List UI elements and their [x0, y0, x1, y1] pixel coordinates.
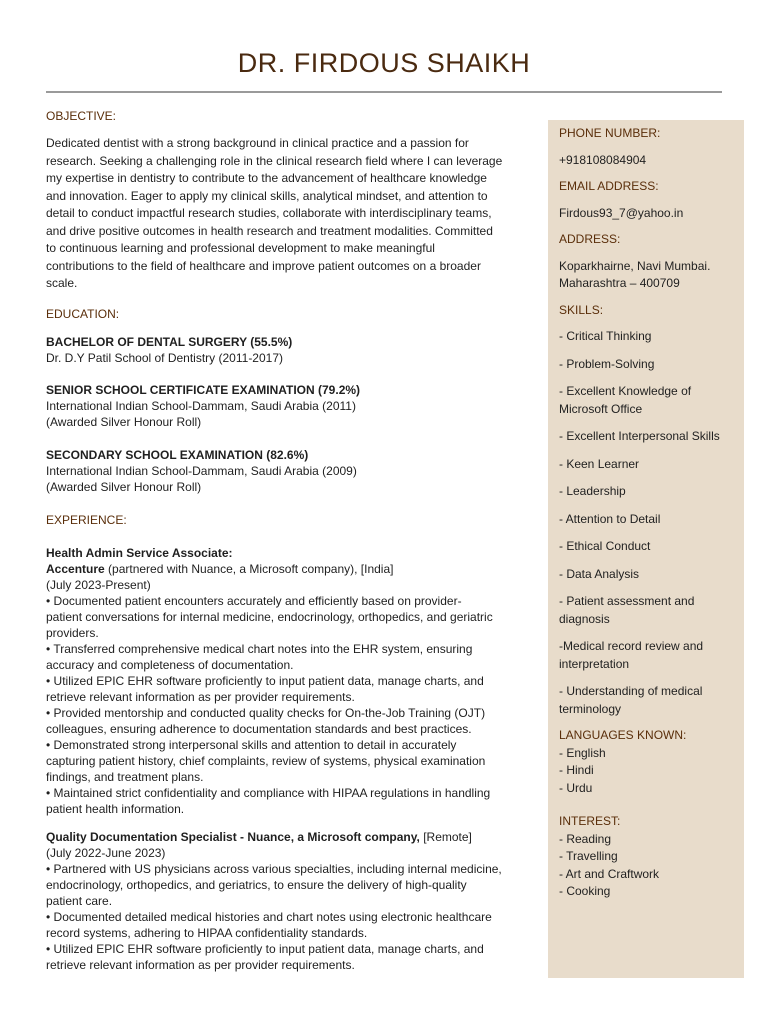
job-bullet-line: accuracy and completeness of documentation.: [46, 657, 294, 672]
skill-item: - Problem-Solving: [559, 356, 655, 371]
objective-line: my expertise in dentistry to contribute to the advancement of healthcare knowledge: [46, 171, 487, 185]
skill-item-cont: diagnosis: [559, 611, 610, 626]
job-location: [Remote]: [419, 829, 472, 844]
language-item: - Urdu: [559, 780, 593, 795]
skills-heading: SKILLS:: [559, 302, 604, 317]
job-bullet-line: record systems, adhering to HIPAA confidentiality standards.: [46, 925, 368, 940]
education-title: SECONDARY SCHOOL EXAMINATION (82.6%): [46, 447, 309, 462]
job-title: Health Admin Service Associate:: [46, 545, 233, 560]
job-bullet-line: • Documented patient encounters accurately and efficiently based on provider-: [46, 593, 462, 608]
interest-item: - Travelling: [559, 849, 618, 863]
address-line: Maharashtra – 400709: [559, 276, 680, 290]
skill-item: - Patient assessment and: [559, 594, 695, 608]
job-company: Accenture: [46, 561, 105, 576]
skill-item: - Data Analysis: [559, 566, 640, 581]
skill-item-cont: Microsoft Office: [559, 401, 643, 416]
job-bullet-line: endocrinology, orthopedics, and geriatrics, to ensure the delivery of high-quality: [46, 877, 467, 892]
job-title-line: [46, 829, 542, 845]
experience-item: [46, 829, 542, 973]
language-item: - English: [559, 745, 606, 760]
job-dates: (July 2023-Present): [46, 577, 151, 592]
job-bullet-line: patient conversations for internal medicine, endocrinology, orthopedics, and geriatric: [46, 609, 493, 624]
education-detail: International Indian School-Dammam, Saudi Arabia (2011): [46, 398, 356, 413]
skill-item: -Medical record review and: [559, 639, 704, 653]
languages-heading: LANGUAGES KNOWN:: [559, 728, 687, 742]
job-bullet-line: patient care.: [46, 893, 113, 908]
job-bullet-line: • Transferred comprehensive medical chart notes into the EHR system, ensuring: [46, 641, 473, 656]
skill-item: - Excellent Knowledge of: [559, 384, 692, 398]
skill-item-cont: interpretation: [559, 656, 630, 671]
experience-item: [46, 545, 542, 817]
email-heading: EMAIL ADDRESS:: [559, 179, 659, 193]
job-bullet-line: • Documented detailed medical histories and chart notes using electronic healthcare: [46, 909, 492, 924]
objective-line: and innovation. Eager to apply my clinical skills, analytical mindset, and attention to: [46, 188, 488, 203]
address-heading: ADDRESS:: [559, 232, 621, 246]
interest-heading: INTEREST:: [559, 814, 621, 828]
skill-item: - Ethical Conduct: [559, 539, 651, 553]
education-detail: (Awarded Silver Honour Roll): [46, 414, 202, 429]
resume-name: DR. FIRDOUS SHAIKH: [237, 48, 531, 78]
objective-text: [46, 135, 542, 293]
phone-number: +918108084904: [559, 152, 647, 167]
education-detail: International Indian School-Dammam, Saudi Arabia (2009): [46, 463, 357, 478]
skill-item: - Excellent Interpersonal Skills: [559, 429, 720, 443]
objective-line: and drive positive outcomes in health research and treatment modalities. Committed: [46, 223, 493, 238]
job-bullet-line: • Provided mentorship and conducted quality checks for On-the-Job Training (OJT): [46, 705, 486, 720]
education-item: [46, 334, 542, 366]
job-bullet-line: • Maintained strict confidentiality and compliance with HIPAA regulations in handling: [46, 785, 491, 800]
job-dates: (July 2022-June 2023): [46, 845, 166, 860]
interest-item: - Cooking: [559, 884, 611, 898]
job-company-note: (partnered with Nuance, a Microsoft company), [India]: [104, 561, 394, 576]
education-heading: EDUCATION:: [46, 306, 120, 321]
job-bullet-line: findings, and treatment plans.: [46, 769, 204, 784]
objective-heading: OBJECTIVE:: [46, 109, 117, 123]
job-company-line: [46, 561, 542, 577]
job-bullet-line: retrieve relevant information as per provider requirements.: [46, 957, 355, 972]
job-bullet-line: • Utilized EPIC EHR software proficiently to input patient data, manage charts, and: [46, 673, 484, 688]
objective-line: contributions to the field of healthcare and improve patient outcomes on a broader: [46, 258, 481, 273]
job-bullet-line: • Utilized EPIC EHR software proficiently to input patient data, manage charts, and: [46, 941, 484, 956]
job-bullet-line: providers.: [46, 625, 99, 640]
main-column: [46, 108, 542, 973]
education-detail: Dr. D.Y Patil School of Dentistry (2011-2017): [46, 350, 283, 365]
interest-item: - Reading: [559, 831, 612, 846]
phone-heading: PHONE NUMBER:: [559, 126, 661, 140]
job-bullet-line: retrieve relevant information as per provider requirements.: [46, 689, 355, 704]
education-title: SENIOR SCHOOL CERTIFICATE EXAMINATION (79.2%): [46, 382, 361, 397]
objective-line: research. Seeking a challenging role in the clinical research field where I can leverage: [46, 153, 503, 168]
language-item: - Hindi: [559, 763, 594, 777]
education-item: [46, 382, 542, 430]
job-bullet-line: capturing patient history, chief complaints, review of systems, physical examination: [46, 753, 486, 768]
objective-line: Dedicated dentist with a strong background in clinical practice and a passion for: [46, 136, 469, 150]
education-title: BACHELOR OF DENTAL SURGERY (55.5%): [46, 334, 293, 349]
skill-item: - Attention to Detail: [559, 511, 661, 526]
interest-item: - Art and Craftwork: [559, 866, 660, 881]
skill-item: - Keen Learner: [559, 456, 640, 471]
education-item: [46, 447, 542, 495]
job-bullet-line: • Partnered with US physicians across various specialties, including internal medicine,: [46, 861, 502, 876]
objective-line: detail to conduct impactful research studies, collaborate with interdisciplinary teams,: [46, 206, 492, 220]
job-bullet-line: patient health information.: [46, 801, 185, 816]
skill-item: - Critical Thinking: [559, 329, 652, 343]
skill-item: - Leadership: [559, 484, 626, 498]
skill-item-cont: terminology: [559, 701, 622, 716]
education-detail: (Awarded Silver Honour Roll): [46, 479, 202, 494]
skill-item: - Understanding of medical: [559, 684, 703, 698]
sidebar: [548, 120, 744, 978]
header-divider: [46, 91, 722, 93]
job-bullet-line: colleagues, ensuring adherence to documentation standards and best practices.: [46, 721, 472, 736]
job-title: Quality Documentation Specialist - Nuance, a Microsoft company,: [46, 829, 420, 844]
address-line: Koparkhairne, Navi Mumbai.: [559, 258, 711, 273]
email-address: Firdous93_7@yahoo.in: [559, 205, 684, 220]
objective-line: scale.: [46, 276, 78, 290]
job-bullet-line: • Demonstrated strong interpersonal skills and attention to detail in accurately: [46, 737, 457, 752]
objective-line: to continuous learning and professional development to make meaningful: [46, 241, 435, 255]
experience-heading: EXPERIENCE:: [46, 512, 127, 527]
